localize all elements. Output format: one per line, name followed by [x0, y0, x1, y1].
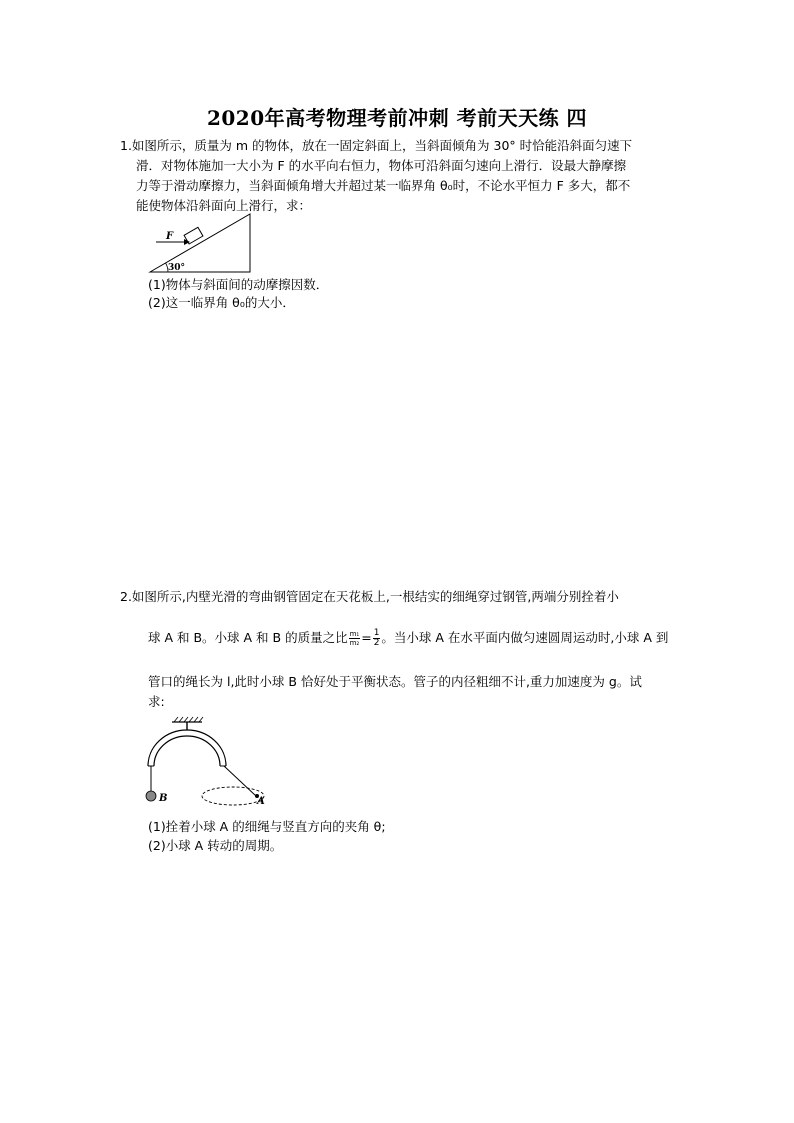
question-1-sub-1: (1)物体与斜面间的动摩擦因数． — [148, 277, 329, 292]
angle-label: 30° — [168, 263, 186, 273]
question-2-sub-2: (2)小球 A 转动的周期。 — [148, 838, 283, 853]
bent-tube-figure — [140, 716, 280, 808]
ratio-numerator: m₁ — [349, 630, 360, 638]
question-2-sub-1: (1)拴着小球 A 的细绳与竖直方向的夹角 θ; — [148, 819, 386, 834]
ratio-denominator: m₂ — [349, 639, 360, 647]
page-title: 2020年高考物理考前冲刺 考前天天练 四 — [206, 106, 588, 130]
ratio-value-numerator: 1 — [373, 628, 380, 638]
mass-ratio-fraction — [349, 630, 361, 647]
question-2-line-2 — [148, 628, 668, 648]
question-2-line-1: 2.如图所示,内壁光滑的弯曲钢管固定在天花板上,一根结实的细绳穿过钢管,两端分别拴着小 — [120, 589, 619, 604]
question-1-line-4: 能使物体沿斜面向上滑行，求： — [136, 198, 312, 213]
ball-a-label: A — [257, 796, 265, 807]
force-label: F — [166, 231, 174, 242]
question-2-line-2-end: 。当小球 A 在水平面内做匀速圆周运动时,小球 A 到 — [381, 630, 669, 645]
question-1-line-3: 力等于滑动摩擦力，当斜面倾角增大并超过某一临界角 θ₀时，不论水平恒力 F 多大，都不 — [136, 178, 631, 193]
question-2-line-3: 管口的绳长为 l,此时小球 B 恰好处于平衡状态。管子的内径粗细不计,重力加速度为 g。试 — [148, 674, 642, 689]
question-1-sub-2: (2)这一临界角 θ₀的大小． — [148, 295, 295, 310]
incline-figure — [146, 210, 258, 276]
question-1-line-1: 1.如图所示，质量为 m 的物体，放在一固定斜面上，当斜面倾角为 30° 时恰能沿斜面匀速下 — [120, 138, 633, 153]
ratio-value-denominator: 2 — [373, 638, 380, 648]
ratio-value-fraction — [373, 629, 381, 648]
question-1-line-2: 滑．对物体施加一大小为 F 的水平向右恒力，物体可沿斜面匀速向上滑行．设最大静摩擦 — [136, 158, 627, 173]
ratio-equals: = — [361, 630, 372, 645]
question-2-line-4: 求: — [148, 694, 165, 709]
ball-b-label: B — [159, 793, 168, 804]
question-2-line-2-start: 球 A 和 B。小球 A 和 B 的质量之比 — [148, 630, 348, 645]
